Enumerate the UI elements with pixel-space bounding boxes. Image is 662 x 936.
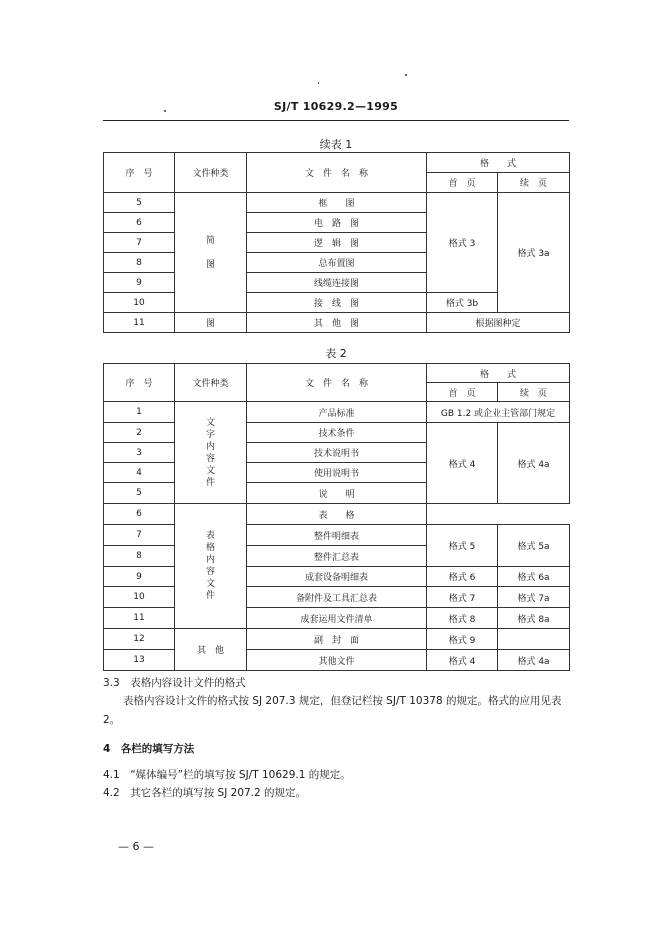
cell-name: 说 明 <box>247 483 427 504</box>
col-header-name: 文 件 名 称 <box>247 364 427 402</box>
cell-name: 线缆连接图 <box>247 273 427 293</box>
scan-speck <box>405 74 407 76</box>
cell-name: 副 封 面 <box>247 629 427 650</box>
cell-seq: 7 <box>104 233 175 253</box>
scan-speck <box>318 82 319 84</box>
cell-seq: 8 <box>104 546 175 567</box>
cell-format: GB 1.2 或企业主管部门规定 <box>427 402 570 423</box>
col-header-cont-page: 续 页 <box>498 173 570 193</box>
cell-name: 接 线 图 <box>247 293 427 313</box>
cell-name: 产品标准 <box>247 402 427 423</box>
type-char: 格 <box>205 543 215 553</box>
cell-first-merged: 格式 5 <box>427 525 498 567</box>
cell-seq: 11 <box>104 313 175 333</box>
cell-first: 格式 7 <box>427 587 498 608</box>
page-number: — 6 — <box>118 840 154 853</box>
cell-name: 逻 辑 图 <box>247 233 427 253</box>
cell-type-group <box>175 193 247 313</box>
section-3-3-body: 表格内容设计文件的格式按 SJ 207.3 规定，但登记栏按 SJ/T 10378 的规定。格式的应用见表 2。 <box>103 695 562 726</box>
cell-name: 成套运用文件清单 <box>247 608 427 629</box>
table-2 <box>103 363 570 671</box>
type-char: 文 <box>205 417 215 428</box>
col-header-type: 文件种类 <box>175 153 247 193</box>
type-char: 表 <box>205 531 215 541</box>
cell-name: 整件汇总表 <box>247 546 427 567</box>
cell-name: 表 格 <box>247 504 427 525</box>
type-char: 内 <box>205 441 215 452</box>
cell-name: 技术说明书 <box>247 443 427 463</box>
cell-seq: 5 <box>104 193 175 213</box>
cell-name: 电 路 图 <box>247 213 427 233</box>
type-char: 字 <box>205 429 215 440</box>
cell-first: 格式 9 <box>427 629 498 650</box>
type-char: 容 <box>205 567 215 577</box>
cell-name: 技术条件 <box>247 423 427 443</box>
page-header: SJ/T 10629.2—1995 <box>273 100 399 113</box>
col-header-seq: 序 号 <box>104 153 175 193</box>
cell-type: 图 <box>175 313 247 333</box>
table-1 <box>103 152 570 333</box>
cell-cont: 格式 8a <box>498 608 570 629</box>
cell-seq: 5 <box>104 483 175 504</box>
cell-name: 其 他 图 <box>247 313 427 333</box>
col-header-first-page: 首 页 <box>427 383 498 402</box>
cell-type-group-text <box>175 402 247 504</box>
cell-first-merged: 格式 4 <box>427 423 498 504</box>
section-4-1: 4.1 “媒体编号”栏的填写按 SJ/T 10629.1 的规定。 <box>103 769 351 781</box>
cell-cont: 格式 4a <box>498 650 570 671</box>
cell-name: 成套设备明细表 <box>247 567 427 587</box>
cell-seq: 6 <box>104 213 175 233</box>
cell-seq: 12 <box>104 629 175 650</box>
cell-seq: 7 <box>104 525 175 546</box>
cell-cont-merged: 格式 3a <box>498 193 570 313</box>
cell-first: 格式 4 <box>427 650 498 671</box>
section-4-2: 4.2 其它各栏的填写按 SJ 207.2 的规定。 <box>103 787 307 799</box>
type-char: 件 <box>205 477 215 488</box>
type-char: 简 <box>205 235 215 246</box>
col-header-format: 格 式 <box>427 153 570 173</box>
cell-type-group-other: 其 他 <box>175 629 247 671</box>
cell-seq: 1 <box>104 402 175 423</box>
cell-seq: 9 <box>104 273 175 293</box>
cell-seq: 10 <box>104 587 175 608</box>
cell-cont: 格式 7a <box>498 587 570 608</box>
cell-seq: 8 <box>104 253 175 273</box>
cell-seq: 11 <box>104 608 175 629</box>
type-char: 文 <box>205 465 215 476</box>
type-char: 件 <box>205 591 215 601</box>
type-char: 图 <box>205 259 215 270</box>
cell-first: 格式 3b <box>427 293 498 313</box>
cell-cont-merged: 格式 4a <box>498 423 570 504</box>
cell-name: 整件明细表 <box>247 525 427 546</box>
type-char: 文 <box>205 579 215 589</box>
section-3-3-heading: 3.3 表格内容设计文件的格式 <box>103 677 246 689</box>
cell-cont-merged: 格式 5a <box>498 525 570 567</box>
col-header-cont-page: 续 页 <box>498 383 570 402</box>
col-header-first-page: 首 页 <box>427 173 498 193</box>
col-header-format: 格 式 <box>427 364 570 383</box>
type-char: 容 <box>205 453 215 464</box>
cell-seq: 4 <box>104 463 175 483</box>
cell-seq: 9 <box>104 567 175 587</box>
cell-name: 使用说明书 <box>247 463 427 483</box>
type-char: 内 <box>205 555 215 565</box>
scan-speck <box>164 110 166 112</box>
cell-seq: 13 <box>104 650 175 671</box>
cell-seq: 10 <box>104 293 175 313</box>
cell-name: 其他文件 <box>247 650 427 671</box>
cell-type-group-table <box>175 504 247 629</box>
cell-first: 格式 6 <box>427 567 498 587</box>
col-header-name: 文 件 名 称 <box>247 153 427 193</box>
table2-caption: 表 2 <box>325 347 347 360</box>
cell-first: 格式 8 <box>427 608 498 629</box>
col-header-type: 文件种类 <box>175 364 247 402</box>
cell-format: 根据图种定 <box>427 313 570 333</box>
cell-name: 框 图 <box>247 193 427 213</box>
table1-caption: 续表 1 <box>319 138 353 151</box>
section-4-heading: 4 各栏的填写方法 <box>103 743 195 755</box>
cell-name: 备附件及工具汇总表 <box>247 587 427 608</box>
col-header-seq: 序 号 <box>104 364 175 402</box>
cell-cont: 格式 6a <box>498 567 570 587</box>
cell-first-merged: 格式 3 <box>427 193 498 293</box>
header-rule <box>103 120 569 121</box>
cell-seq: 2 <box>104 423 175 443</box>
cell-seq: 6 <box>104 504 175 525</box>
cell-name: 总布置图 <box>247 253 427 273</box>
cell-seq: 3 <box>104 443 175 463</box>
cell-cont <box>498 629 570 650</box>
